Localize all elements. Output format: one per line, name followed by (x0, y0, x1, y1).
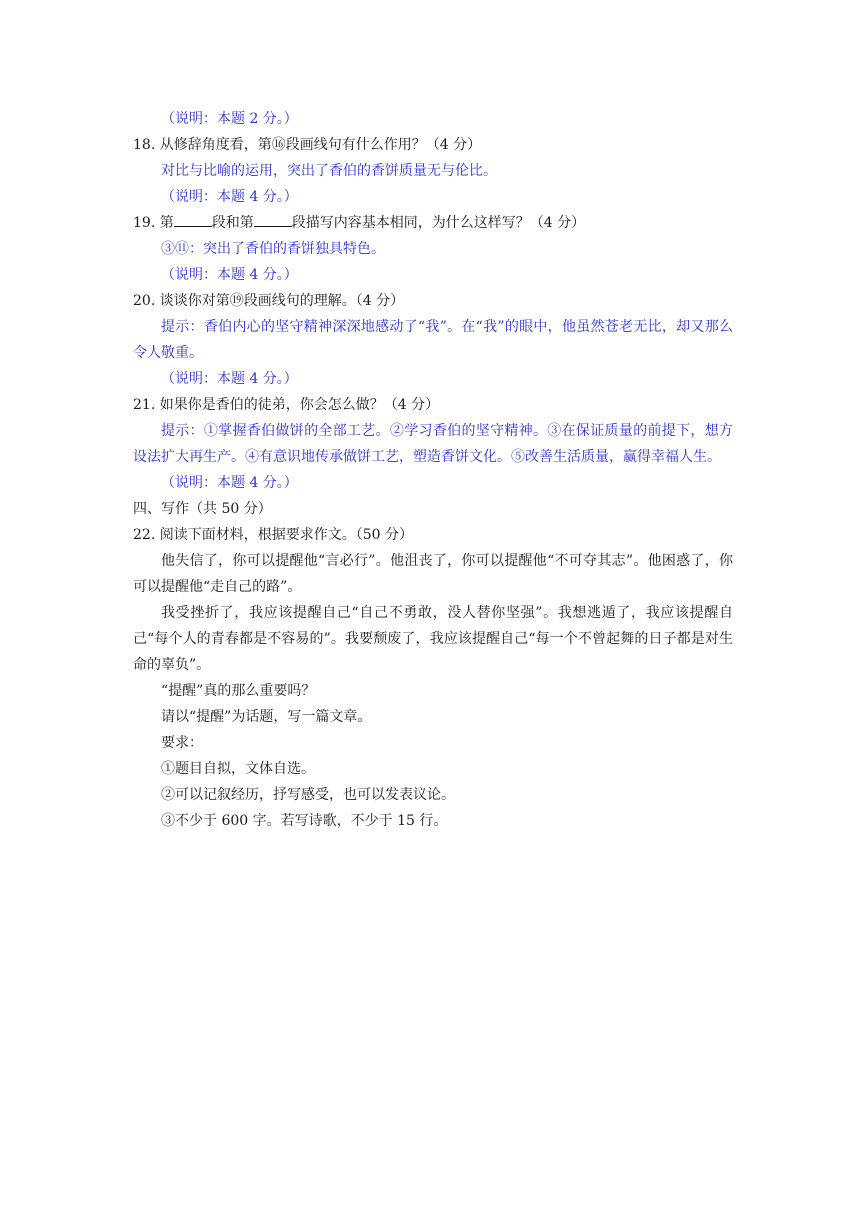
q19-question-part1: 19. 第 (133, 215, 174, 231)
q19-blank-2 (254, 212, 292, 227)
q20-note: （说明：本题 4 分。） (161, 371, 298, 387)
q19-blank-1 (174, 212, 212, 227)
q18-question: 18. 从修辞角度看，第⑯段画线句有什么作用？（4 分） (133, 137, 482, 153)
q22-topic-instruction: 请以“提醒”为话题，写一篇文章。 (161, 709, 372, 725)
q19-question (133, 210, 733, 236)
q22-requirements-label: 要求： (161, 735, 203, 751)
q18-note: （说明：本题 4 分。） (161, 189, 298, 205)
q20-answer: 提示：香伯内心的坚守精神深深地感动了“我”。在“我”的眼中，他虽然苍老无比，却又那么令人敬重。 (133, 319, 733, 361)
q20-question: 20. 谈谈你对第⑲段画线句的理解。（4 分） (133, 293, 405, 309)
q22-requirement-2: ②可以记叙经历，抒写感受，也可以发表议论。 (161, 787, 455, 803)
q22-material-para-3: “提醒”真的那么重要吗？ (161, 683, 316, 699)
document-page (133, 106, 733, 834)
q21-note: （说明：本题 4 分。） (161, 475, 298, 491)
q19-note: （说明：本题 4 分。） (161, 267, 298, 283)
q22-requirement-1: ①题目自拟，文体自选。 (161, 761, 315, 777)
q21-question: 21. 如果你是香伯的徒弟，你会怎么做？（4 分） (133, 397, 440, 413)
q17-note: （说明：本题 2 分。） (161, 111, 298, 127)
q22-question: 22. 阅读下面材料，根据要求作文。（50 分） (133, 527, 413, 543)
q22-requirement-3: ③不少于 600 字。若写诗歌，不少于 15 行。 (161, 813, 448, 829)
q22-material-para-2: 我受挫折了，我应该提醒自己“自己不勇敢，没人替你坚强”。我想逃遁了，我应该提醒自己“每个人的青春都是不容易的”。我要颓废了，我应该提醒自己“每一个不曾起舞的日子都是对生命的辜负”。 (133, 605, 733, 673)
section4-heading: 四、写作（共 50 分） (133, 501, 272, 517)
q19-question-part2: 段和第 (211, 215, 254, 231)
q19-answer: ③⑪：突出了香伯的香饼独具特色。 (161, 241, 385, 257)
q21-answer: 提示：①掌握香伯做饼的全部工艺。②学习香伯的坚守精神。③在保证质量的前提下，想方设法扩大再生产。④有意识地传承做饼工艺，塑造香饼文化。⑤改善生活质量，赢得幸福人生。 (133, 423, 733, 465)
q18-answer: 对比与比喻的运用，突出了香伯的香饼质量无与伦比。 (161, 163, 497, 179)
q22-material-para-1: 他失信了，你可以提醒他“言必行”。他沮丧了，你可以提醒他“不可夺其志”。他困惑了，你可以提醒他“走自己的路”。 (133, 553, 733, 595)
q19-question-part3: 段描写内容基本相同，为什么这样写？（4 分） (291, 215, 586, 231)
